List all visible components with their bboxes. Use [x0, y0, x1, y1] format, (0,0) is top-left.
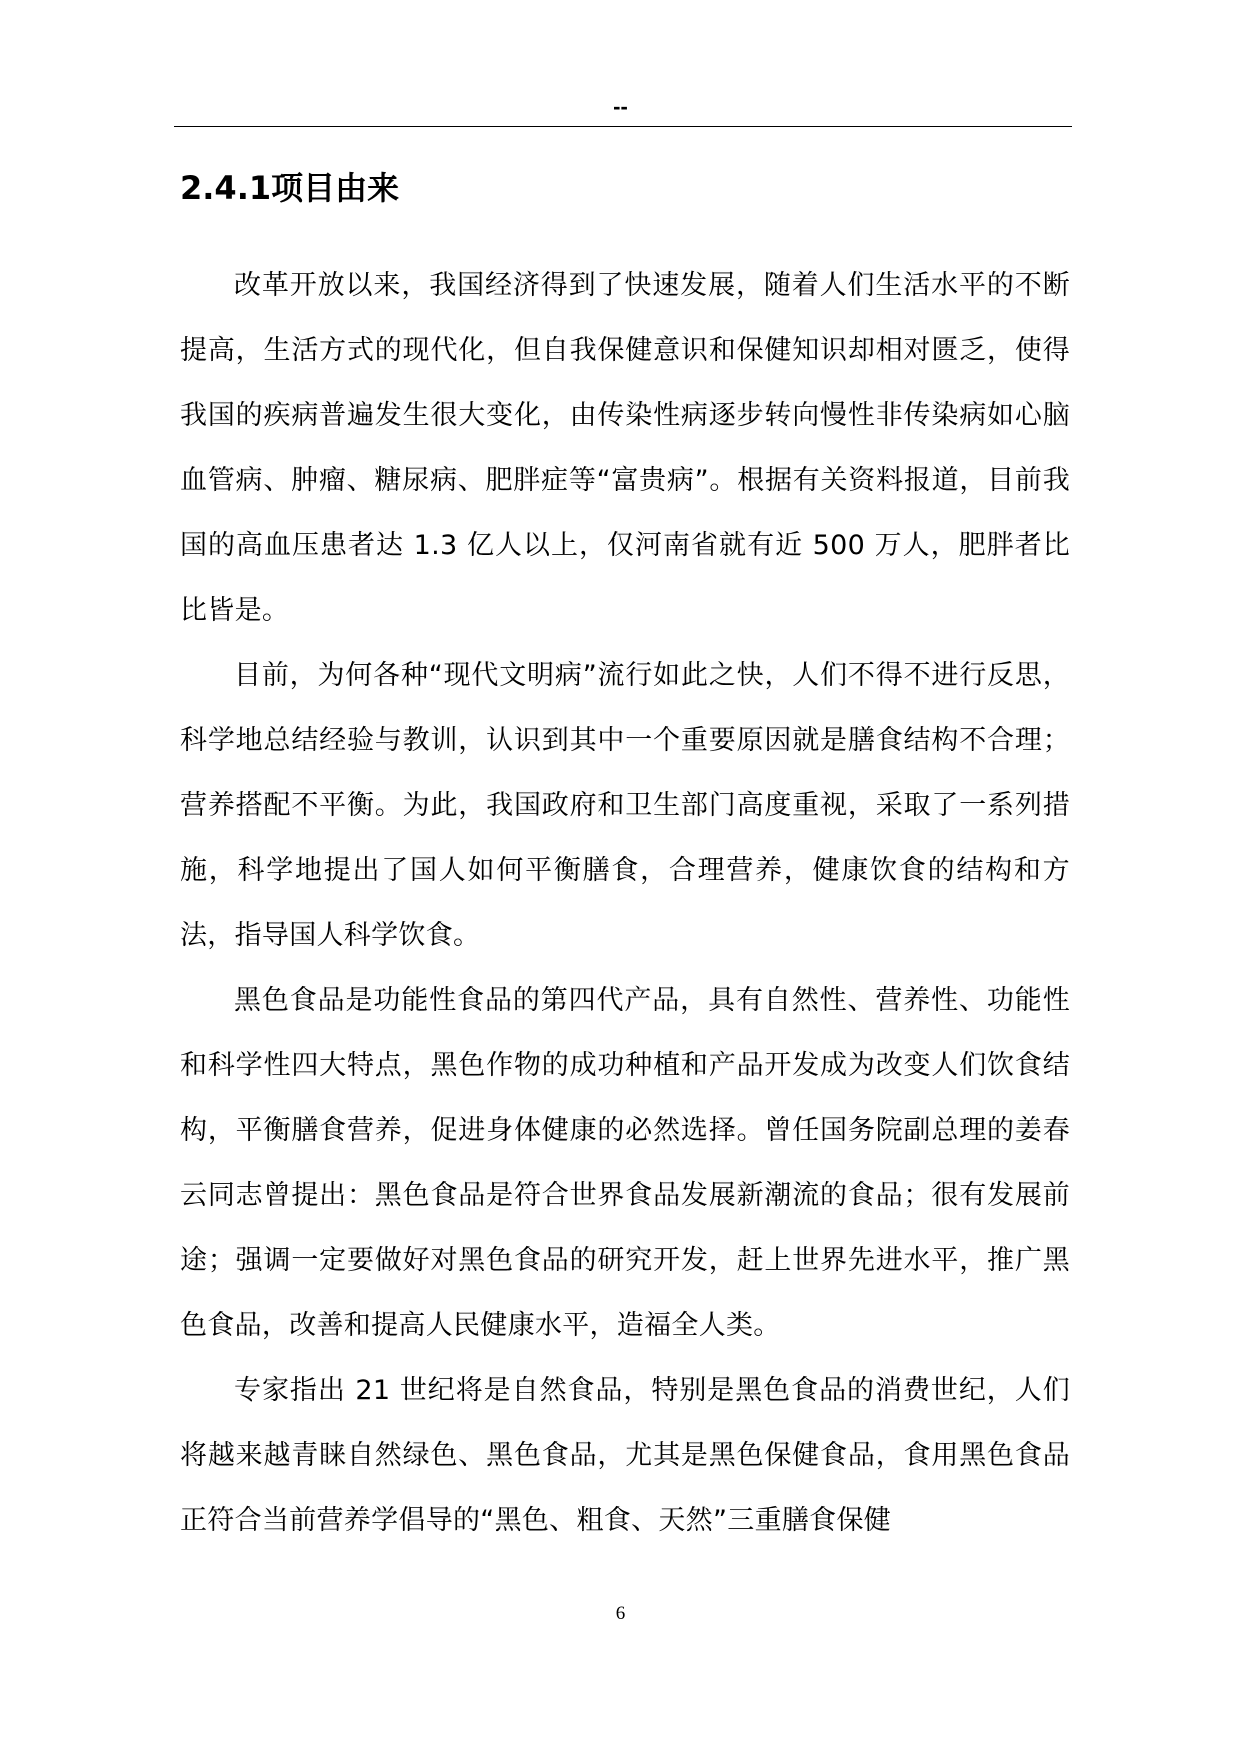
header-mark: --	[613, 94, 628, 119]
header-rule	[174, 126, 1072, 127]
paragraph-2: 目前，为何各种“现代文明病”流行如此之快，人们不得不进行反思，科学地总结经验与教训，认识到其中一个重要原因就是膳食结构不合理；营养搭配不平衡。为此，我国政府和卫生部门高度重视，采取了一系列措施，科学地提出了国人如何平衡膳食，合理营养，健康饮食的结构和方法，指导国人科学饮食。	[180, 660, 1070, 951]
body-text	[180, 253, 1070, 1553]
paragraph-4: 专家指出 21 世纪将是自然食品，特别是黑色食品的消费世纪，人们将越来越青睐自然绿色、黑色食品，尤其是黑色保健食品，食用黑色食品正符合当前营养学倡导的“黑色、粗食、天然”三重膳食保健	[180, 1375, 1070, 1536]
paragraph-1: 改革开放以来，我国经济得到了快速发展，随着人们生活水平的不断提高，生活方式的现代化，但自我保健意识和保健知识却相对匮乏，使得我国的疾病普遍发生很大变化，由传染性病逐步转向慢性非传染病如心脑血管病、肿瘤、糖尿病、肥胖症等“富贵病”。根据有关资料报道，目前我国的高血压患者达 1.3 亿人以上，仅河南省就有近 500 万人，肥胖者比比皆是。	[180, 270, 1070, 626]
section-heading: 2.4.1项目由来	[180, 169, 400, 207]
paragraph-3: 黑色食品是功能性食品的第四代产品，具有自然性、营养性、功能性和科学性四大特点，黑色作物的成功种植和产品开发成为改变人们饮食结构，平衡膳食营养，促进身体健康的必然选择。曾任国务院副总理的姜春云同志曾提出：黑色食品是符合世界食品发展新潮流的食品；很有发展前途；强调一定要做好对黑色食品的研究开发，赶上世界先进水平，推广黑色食品，改善和提高人民健康水平，造福全人类。	[180, 985, 1070, 1341]
page-number: 6	[615, 1603, 626, 1624]
